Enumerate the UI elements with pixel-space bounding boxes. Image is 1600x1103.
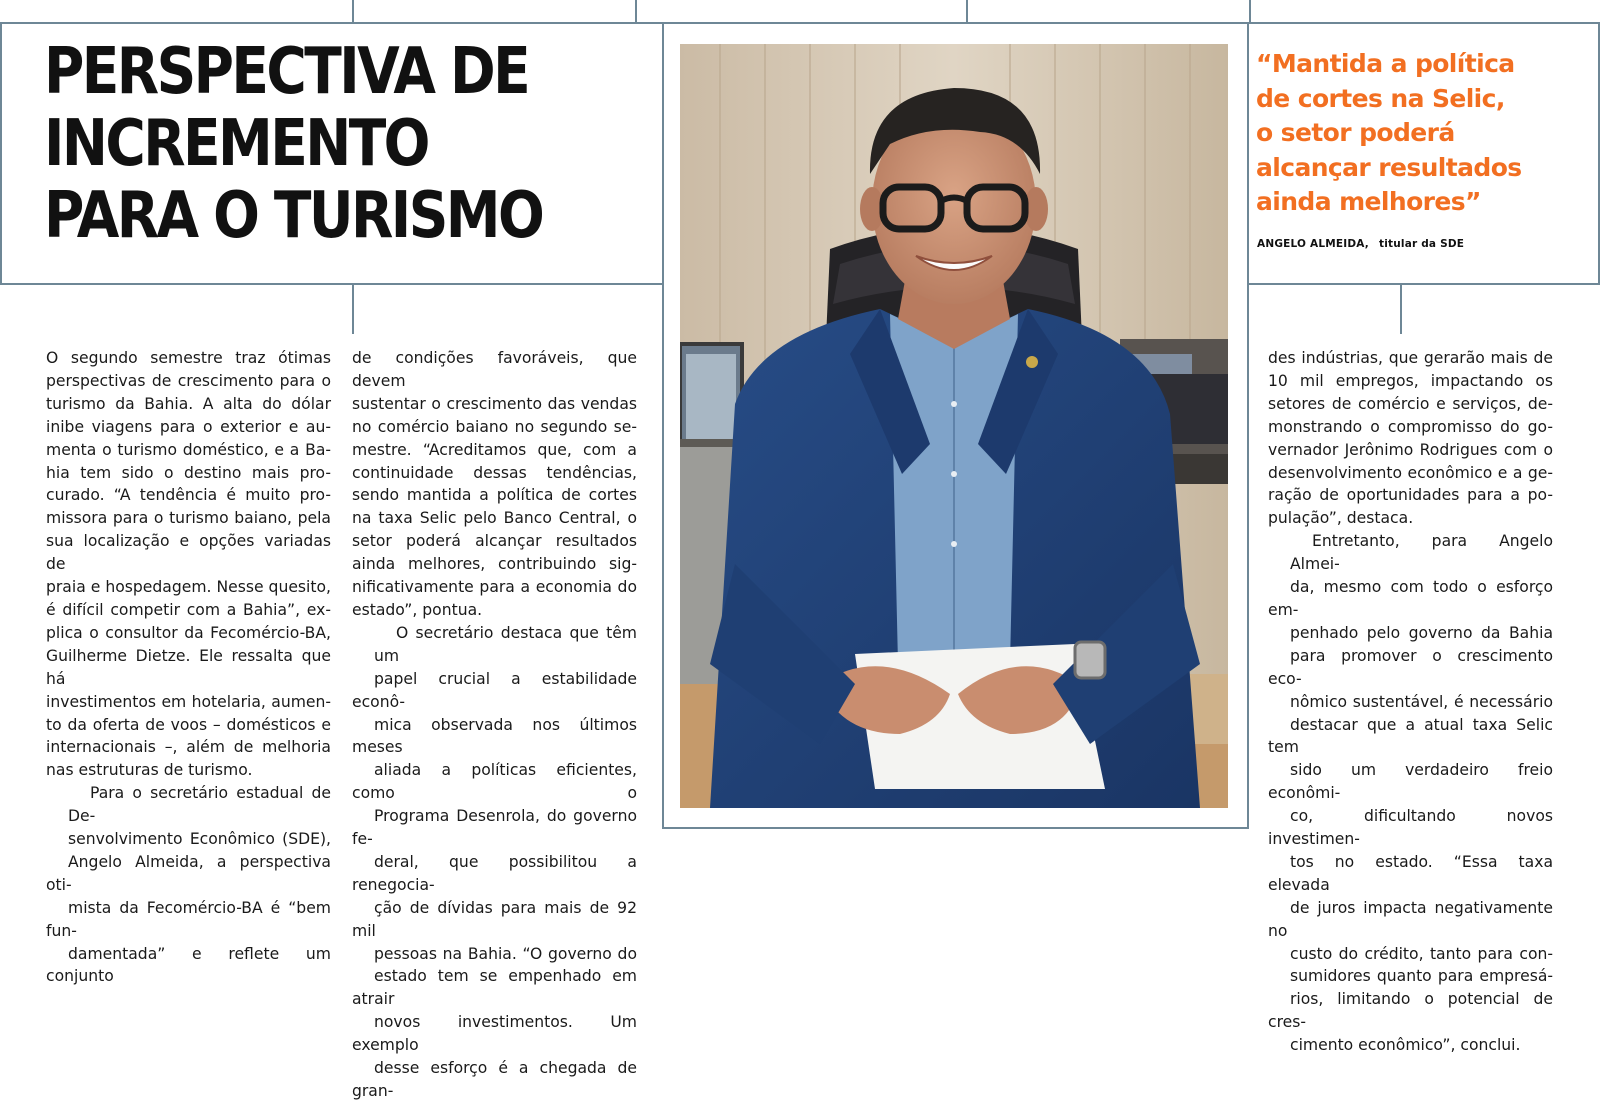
text-line: 10 mil empregos, impactando os (1268, 371, 1553, 390)
paragraph (46, 347, 331, 782)
pull-quote-line: alcançar resultados (1256, 152, 1522, 182)
headline-line: PERSPECTIVA DE (44, 35, 529, 109)
text-line: setores de comércio e serviços, de- (1268, 394, 1553, 413)
text-line: praia e hospedagem. Nesse quesito, (46, 578, 331, 597)
text-line: internacionais –, além de melhoria (46, 738, 331, 757)
text-line: sido um verdadeiro freio econômi- (1268, 761, 1553, 803)
text-line: Guilherme Dietze. Ele ressalta que há (46, 646, 331, 688)
portrait-illustration (680, 44, 1228, 808)
text-line: to da oferta de voos – domésticos e (46, 715, 331, 734)
text-line: investimentos em hotelaria, aumen- (46, 692, 331, 711)
quote-attribution (1257, 238, 1464, 250)
text-line: senvolvimento Econômico (SDE), (68, 830, 331, 849)
pull-quote-line: de cortes na Selic, (1256, 83, 1505, 113)
text-line: hia tem sido o destino mais pro- (46, 463, 331, 482)
text-line: co, dificultando novos investimen- (1268, 807, 1553, 849)
text-line: para promover o crescimento eco- (1268, 646, 1553, 688)
text-line: O segundo semestre traz ótimas (46, 349, 331, 367)
text-line: cimento econômico”, conclui. (1290, 1036, 1521, 1055)
pull-quote-line: o setor poderá (1256, 118, 1455, 147)
paragraph (352, 622, 637, 1103)
portrait-photo (680, 44, 1228, 808)
pull-quote (1256, 47, 1576, 220)
text-line: sustentar o crescimento das vendas (352, 394, 637, 413)
article-column-1 (46, 347, 331, 988)
text-line: vernador Jerônimo Rodrigues com o (1268, 440, 1553, 459)
text-line: na taxa Selic pelo Banco Central, o (352, 509, 637, 528)
top-rule-2 (635, 0, 637, 22)
top-rule-1 (352, 0, 354, 22)
text-line: aliada a políticas eficientes, como o (352, 761, 637, 803)
text-line: nas estruturas de turismo. (46, 761, 253, 780)
text-line: mista da Fecomércio-BA é “bem fun- (46, 898, 331, 940)
text-line: é difícil competir com a Bahia”, ex- (46, 600, 331, 619)
text-line: plica o consultor da Fecomércio-BA, (46, 623, 331, 642)
text-line: deral, que possibilitou a renegocia- (352, 852, 637, 894)
text-line: pulação”, destaca. (1268, 509, 1414, 528)
text-line: ração de oportunidades para a po- (1268, 486, 1553, 505)
text-line: de condições favoráveis, que devem (352, 349, 637, 390)
text-line: perspectivas de crescimento para o (46, 371, 331, 390)
paragraph (1268, 530, 1553, 1057)
text-line: sendo mantida a política de cortes (352, 486, 637, 505)
text-line: O secretário destaca que têm um (374, 623, 637, 665)
text-line: des indústrias, que gerarão mais de (1268, 349, 1553, 367)
text-line: custo do crédito, tanto para con- (1290, 944, 1553, 963)
text-line: continuidade dessas tendências, (352, 463, 637, 482)
text-line: sua localização e opções variadas de (46, 532, 331, 574)
text-line: novos investimentos. Um exemplo (352, 1013, 637, 1055)
top-rule-3 (966, 0, 968, 22)
text-line: rios, limitando o potencial de cres- (1268, 990, 1553, 1032)
text-line: penhado pelo governo da Bahia (1290, 623, 1553, 642)
headline-line: PARA O TURISMO (44, 179, 543, 253)
text-line: desse esforço é a chegada de gran- (352, 1059, 637, 1100)
headline-line: INCREMENTO (44, 107, 428, 181)
quote-author-role: titular da SDE (1378, 238, 1465, 250)
text-line: mica observada nos últimos meses (352, 715, 637, 757)
text-line: estado tem se empenhado em atrair (352, 967, 637, 1009)
text-line: nificativamente para a economia do (352, 578, 637, 597)
text-line: pessoas na Bahia. “O governo do (374, 944, 637, 963)
text-line: de juros impacta negativamente no (1268, 898, 1553, 940)
text-line: desenvolvimento econômico e a ge- (1268, 463, 1553, 482)
text-line: curado. “A tendência é muito pro- (46, 486, 331, 505)
headline (44, 36, 560, 252)
paragraph (1268, 347, 1553, 530)
text-line: no comércio baiano no segundo se- (352, 417, 637, 436)
text-line: mestre. “Acreditamos que, com a (352, 440, 637, 459)
text-line: sumidores quanto para empresá- (1290, 967, 1553, 986)
top-rule-4 (1249, 0, 1251, 22)
text-line: Angelo Almeida, a perspectiva oti- (46, 852, 331, 894)
text-line: estado”, pontua. (352, 600, 483, 619)
pull-quote-line: “Mantida a política (1256, 49, 1515, 78)
article-column-3 (1268, 347, 1553, 1057)
text-line: monstrando o compromisso do go- (1268, 417, 1553, 436)
text-line: da, mesmo com todo o esforço em- (1268, 578, 1553, 619)
paragraph (352, 347, 637, 622)
bottom-rule-2 (1400, 284, 1402, 334)
text-line: ção de dívidas para mais de 92 mil (352, 898, 637, 940)
text-line: papel crucial a estabilidade econô- (352, 669, 637, 711)
text-line: nômico sustentável, é necessário (1290, 692, 1553, 711)
bottom-rule-1 (352, 284, 354, 334)
text-line: Para o secretário estadual de De- (68, 784, 331, 826)
article-column-2 (352, 347, 637, 1103)
text-line: missora para o turismo baiano, pela (46, 509, 331, 528)
text-line: turismo da Bahia. A alta do dólar (46, 394, 331, 413)
text-line: setor poderá alcançar resultados (352, 532, 637, 551)
text-line: Programa Desenrola, do governo fe- (352, 807, 637, 849)
text-line: inibe viagens para o exterior e au- (46, 417, 331, 436)
text-line: destacar que a atual taxa Selic tem (1268, 715, 1553, 757)
text-line: ainda melhores, contribuindo sig- (352, 555, 637, 574)
text-line: menta o turismo doméstico, e a Ba- (46, 440, 331, 459)
text-line: Entretanto, para Angelo Almei- (1290, 532, 1553, 574)
paragraph (46, 782, 331, 988)
text-line: damentada” e reflete um conjunto (46, 944, 331, 986)
pull-quote-line: ainda melhores” (1256, 187, 1481, 216)
text-line: tos no estado. “Essa taxa elevada (1268, 852, 1553, 894)
quote-author: ANGELO ALMEIDA, (1257, 238, 1369, 250)
